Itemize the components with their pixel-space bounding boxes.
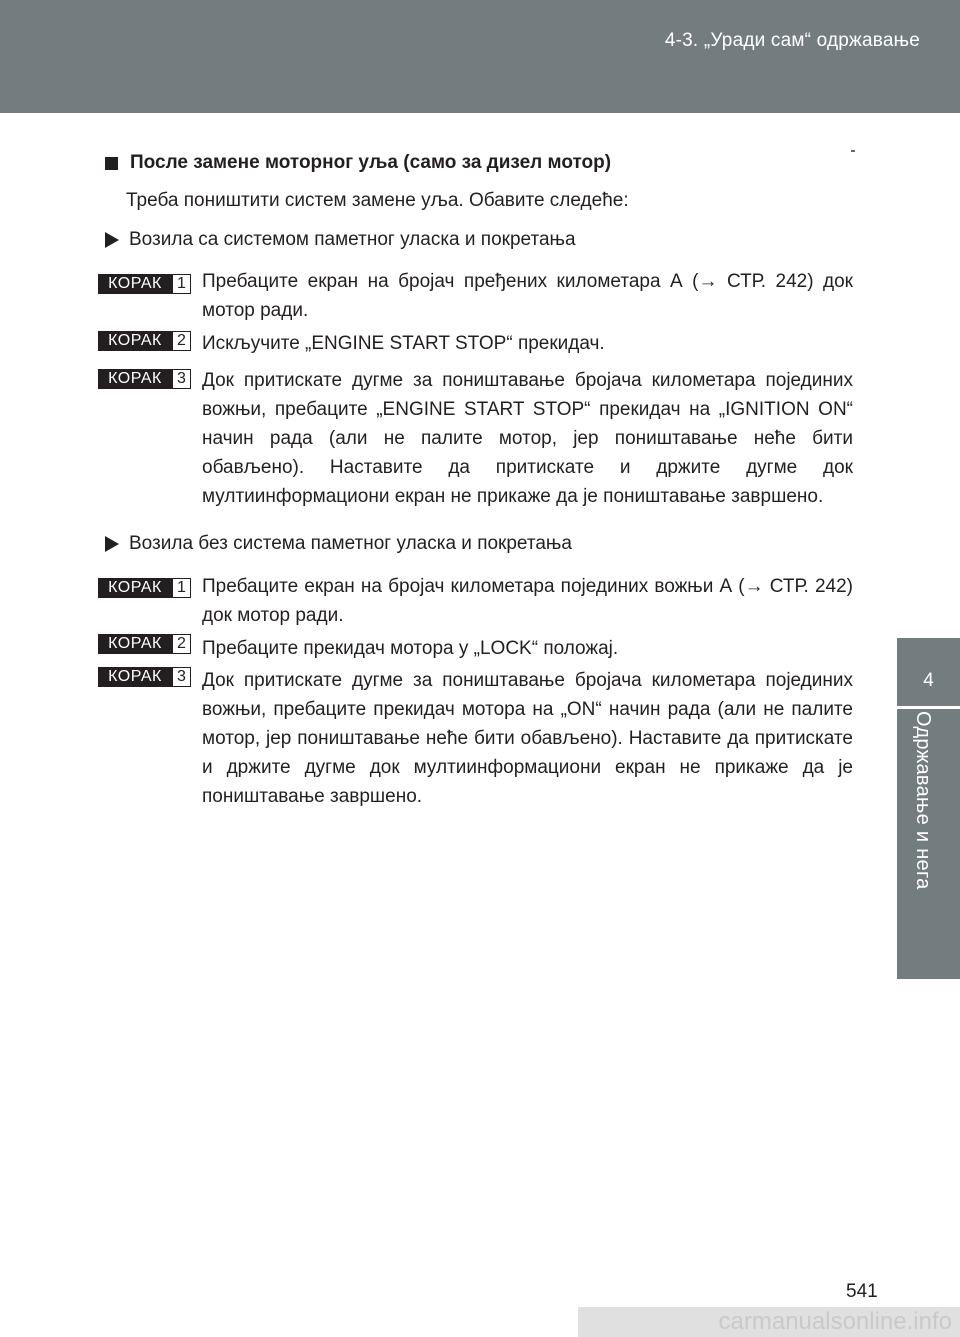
section-heading [105,152,611,174]
step-number: 2 [172,634,191,654]
step-number: 3 [172,667,191,687]
subsection-heading [105,533,572,555]
step-label: КОРАК [98,634,172,654]
step-label: КОРАК [98,578,172,598]
chapter-title: Одржавање и нега [912,711,934,890]
square-bullet-icon [105,157,118,170]
chapter-number-tab [897,638,960,706]
subsection-title: Возила са системом паметног уласка и покретања [129,229,576,250]
step-number: 1 [172,578,191,598]
step-label: КОРАК [98,667,172,687]
heading-text: После замене моторног уља (само за дизел мотор) [130,152,612,173]
step-badge [98,369,191,389]
step-label: КОРАК [98,274,172,294]
step-text: Док притискате дугме за поништавање бројача километара појединих вожњи, пребаците прекидач мотора на „ON“ начин рада (али не палите мотор, јер поништавање неће бити обављено). Наставите да притискате и држите дугме док мултиинформациони екран не прикаже да је поништавање завршено. [202,670,853,807]
triangle-bullet-icon [105,536,119,552]
header-band [0,0,960,113]
subsection-title: Возила без система паметног уласка и покретања [129,533,572,554]
step-text: Док притискате дугме за поништавање бројача километара појединих вожњи, пребаците „ENGINE START STOP“ прекидач на „IGNITION ON“ начин рада (али не палите мотор, јер поништавање неће бити обављено). Наставите да притискате и држите дугме док мултиинформациони екран не прикаже да је поништавање завршено. [202,370,853,507]
step-text: Искључите „ENGINE START STOP“ прекидач. [202,333,605,354]
step-badge [98,578,191,598]
subsection-heading [105,229,576,251]
section-title: 4-3. „Уради сам“ одржавање [664,30,920,51]
step-badge [98,667,191,687]
step-number: 1 [172,274,191,294]
step-label: КОРАК [98,331,172,351]
step-text: Пребаците екран на бројач пређених километара А (→ СТР. 242) док мотор ради. [202,271,853,321]
stray-mark [851,150,855,152]
page-number: 541 [846,1281,878,1302]
watermark: carmanualsonline.info [578,1307,960,1337]
step-number: 3 [172,369,191,389]
step-badge [98,274,191,294]
intro-text: Треба поништити систем замене уља. Обавите следеће: [126,190,629,211]
chapter-title-tab [897,709,960,979]
step-text: Пребаците прекидач мотора у „LOCK“ положај. [202,638,619,659]
step-badge [98,331,191,351]
step-number: 2 [172,331,191,351]
step-badge [98,634,191,654]
triangle-bullet-icon [105,232,119,248]
chapter-number: 4 [923,670,934,691]
step-label: КОРАК [98,369,172,389]
step-text: Пребаците екран на бројач километара појединих вожњи А (→ СТР. 242) док мотор ради. [202,576,853,626]
